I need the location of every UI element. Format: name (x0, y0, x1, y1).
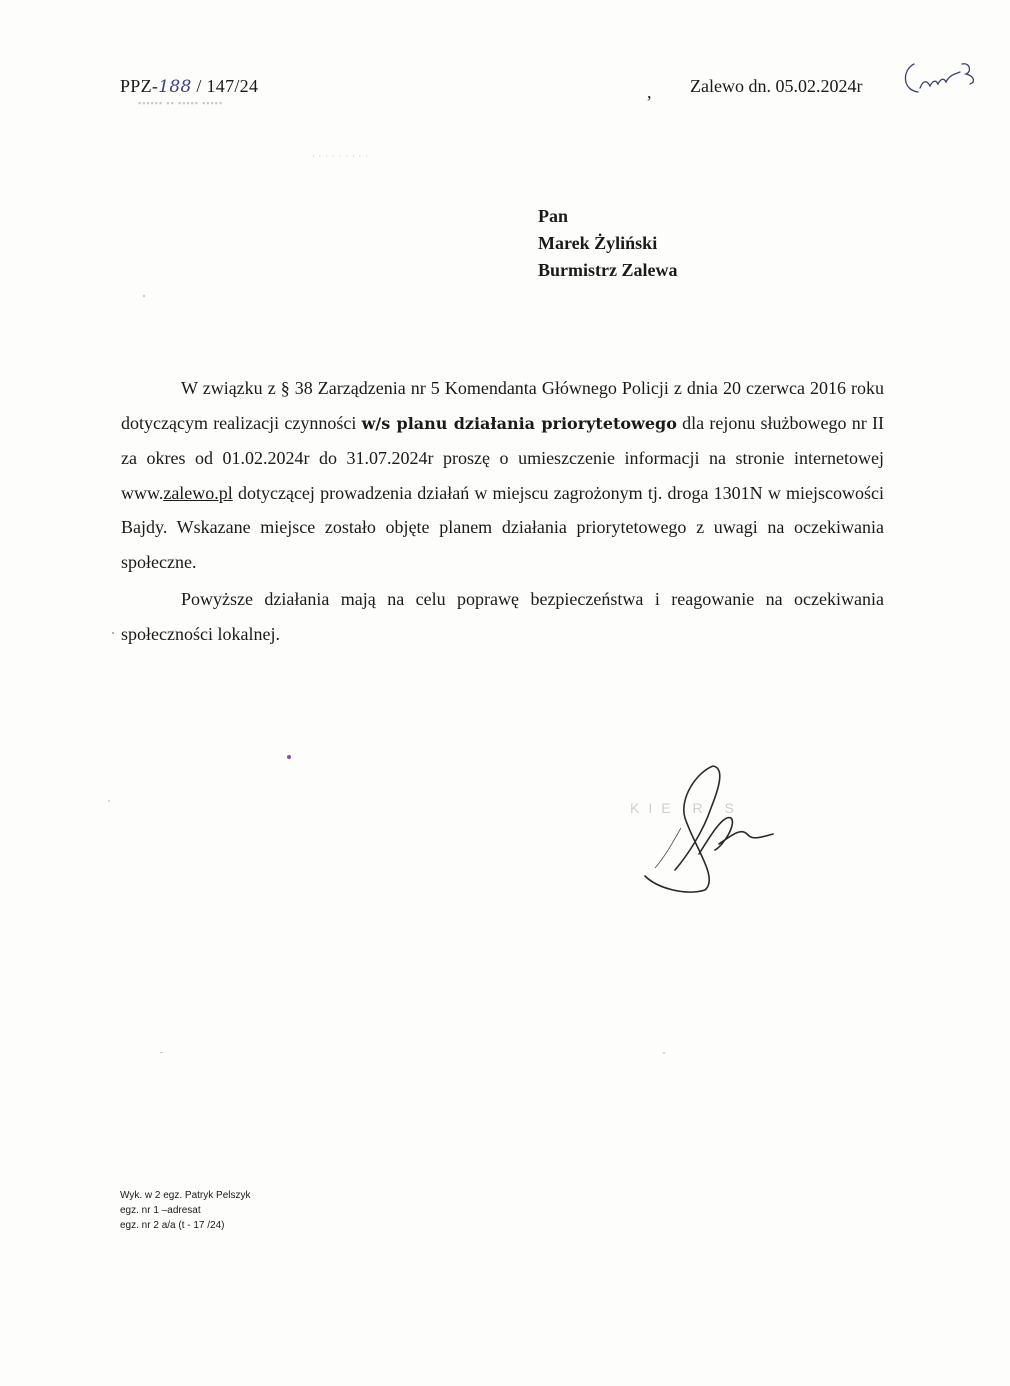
addressee-block (538, 203, 677, 284)
footer-block (120, 1188, 251, 1233)
paragraph-1-bold: w/s planu działania priorytetowego (361, 413, 677, 433)
addressee-title: Burmistrz Zalewa (538, 260, 678, 280)
footer-line-2: egz. nr 1 –adresat (120, 1205, 201, 1216)
faded-stamp-text: ▪▪▪▪▪▪ ▪▪ ▪▪▪▪▪ ▪▪▪▪▪ (138, 98, 224, 108)
paragraph-1-text-c: dotyczącej prowadzenia działań w miejscu zagrożonym tj. droga 1301N w miejscowości Bajdy. Wskazane miejsce zostało objęte planem działania priorytetowego z uwagi na oczekiwania społeczne. (121, 482, 884, 572)
dust-speck (112, 632, 114, 634)
footer-line-3: egz. nr 2 a/a (t - 17 /24) (120, 1220, 225, 1231)
dotted-line: · · · · · · · · · (312, 152, 369, 161)
paragraph-1-text-a: W związku z § 38 Zarządzenia nr 5 Komendanta Głównego Policji z dnia 20 czerwca 2016 roku dotyczącym realizacji czynności (121, 378, 884, 433)
addressee-salutation: Pan (538, 206, 569, 226)
handwritten-signature (615, 758, 795, 908)
dust-speck (108, 800, 110, 802)
ref-suffix: / 147/24 (191, 76, 259, 96)
dust-speck (160, 1052, 163, 1053)
ink-speck (287, 755, 291, 759)
dust-speck (143, 295, 145, 297)
paragraph-1 (121, 371, 884, 579)
date-line: Zalewo dn. 05.02.2024r (690, 76, 863, 96)
reference-number (120, 76, 258, 97)
paragraph-1-text-b: dla rejonu służbowego nr II za okres od 01.02.2024r do 31.07.2024r proszę o umieszczenie informacji na stronie internetowej www. (121, 412, 884, 503)
letter-body (121, 371, 884, 651)
handwritten-initials (900, 52, 980, 102)
faded-stamp-letters: KIE R S (630, 800, 743, 816)
dust-speck (663, 1052, 665, 1054)
ref-handwritten-number: 188 (158, 77, 192, 97)
footer-line-1: Wyk. w 2 egz. Patryk Pelszyk (120, 1190, 251, 1201)
ref-prefix: PPZ- (120, 76, 159, 96)
comma-mark: , (647, 82, 652, 102)
addressee-name: Marek Żyliński (538, 233, 658, 253)
paragraph-2: Powyższe działania mają na celu poprawę bezpieczeństwa i reagowanie na oczekiwania społeczności lokalnej. (121, 589, 884, 644)
website-link: zalewo.pl (163, 482, 233, 503)
